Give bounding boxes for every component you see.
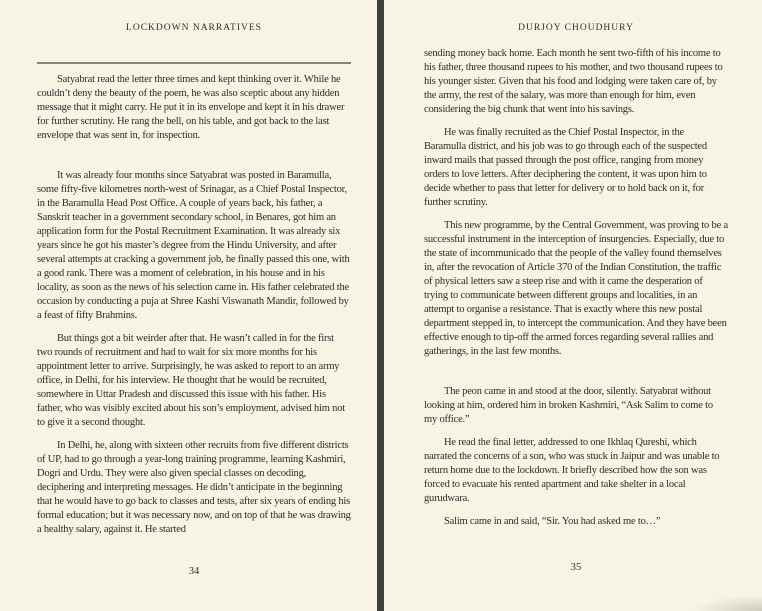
page-left-content xyxy=(37,0,351,611)
paragraph: But things got a bit weirder after that. He wasn’t called in for the first two rounds of recruitment and had to wait for six more months for his appointment letter to arrive. Surprisingly, he was asked to report to an army office, in Delhi, for his interview. He thought that he would be recruited, somewhere in Uttar Pradesh and discussed this issue with his father. His father, who was visibly excited about his son’s employment, advised him not to give it a second thought. xyxy=(37,333,345,428)
section-divider-rule xyxy=(37,62,351,64)
page-right-content xyxy=(424,0,728,611)
page-right xyxy=(384,0,762,611)
paragraph: He read the final letter, addressed to one Ikhlaq Qureshi, which narrated the concerns of a son, who was stuck in Jaipur and was unable to return home due to the lockdown. It briefly described how the son was forced to evacuate his rented apartment and take shelter in a local gurudwara. xyxy=(424,437,720,504)
page-left xyxy=(0,0,377,611)
running-header-left: LOCKDOWN NARRATIVES xyxy=(126,23,262,33)
paragraph: sending money back home. Each month he sent two-fifth of his income to his father, three thousand rupees to his mother, and two thousand rupees to his younger sister. Given that his food and lodging were taken care of, by the army, the rest of the salary, was more than enough for him, even considering the big chunk that went into his savings. xyxy=(424,48,723,115)
paragraph: This new programme, by the Central Government, was proving to be a successful instrument in the interception of insurgencies. Especially, due to the state of incommunicado that the people of the valley found themselves in, after the revocation of Article 370 of the Indian Constitution, the traffic of physical letters saw a steep rise and with it came the desperation of trying to communicate between different groups and localities, in an attempt to organise a resistance. That is exactly where this new postal department stepped in, to intercept the communication. And they have been effective enough to tip-off the armed forces regarding several rallies and gatherings, in the last few months. xyxy=(424,220,728,357)
paragraph: Salim came in and said, “Sir. You had asked me to…” xyxy=(444,516,661,527)
paragraph: Satyabrat read the letter three times and kept thinking over it. While he couldn’t deny the beauty of the poem, he was also sceptic about any hidden message that it might carry. He put it in its envelope and kept it in his drawer for further scrutiny. He rang the bell, on his table, and got back to the last envelope that was sent in, for inspection. xyxy=(37,74,345,141)
paragraph: The peon came in and stood at the door, silently. Satyabrat without looking at him, ordered him in broken Kashmiri, “Ask Salim to come to my office.” xyxy=(424,386,713,425)
paragraph: He was finally recruited as the Chief Postal Inspector, in the Baramulla district, and his job was to go through each of the suspected inward mails that passed through the post office, ranging from money orders to love letters. After deciphering the content, it was upon him to decide whether to pass that letter for delivery or to hold back on it, for further scrutiny. xyxy=(424,127,707,208)
page-number-left: 34 xyxy=(188,566,200,577)
page-number-right: 35 xyxy=(570,562,582,573)
paragraph: In Delhi, he, along with sixteen other recruits from five different districts of UP, had to go through a year-long training programme, learning Kashmiri, Dogri and Urdu. They were also given special classes on decoding, deciphering and interpreting messages. He didn’t anticipate in the beginning that he would have to go back to classes and tests, after six years of ending his formal education; but it was necessary now, and on top of that he was drawing a healthy salary, against it. He started xyxy=(37,440,351,535)
paragraph: It was already four months since Satyabrat was posted in Baramulla, some fifty-five kilometres north-west of Srinagar, as a Chief Postal Inspector, in the Baramulla Head Post Office. A couple of years back, his father, a Sanskrit teacher in a government secondary school, in Benares, got him an application form for the Postal Recruitment Examination. It was already six years since he got his master’s degree from the Hindu University, and after several attempts at cracking a government job, he finally passed this one, with a good rank. There was a moment of celebration, in his house and in his locality, as soon as the news of his selection came in. His father celebrated the occasion by conducting a puja at Shree Kashi Viswanath Mandir, followed by a feast of fifty Brahmins. xyxy=(37,170,350,321)
book-gutter-shadow xyxy=(377,0,384,611)
running-header-right: DURJOY CHOUDHURY xyxy=(518,23,634,33)
